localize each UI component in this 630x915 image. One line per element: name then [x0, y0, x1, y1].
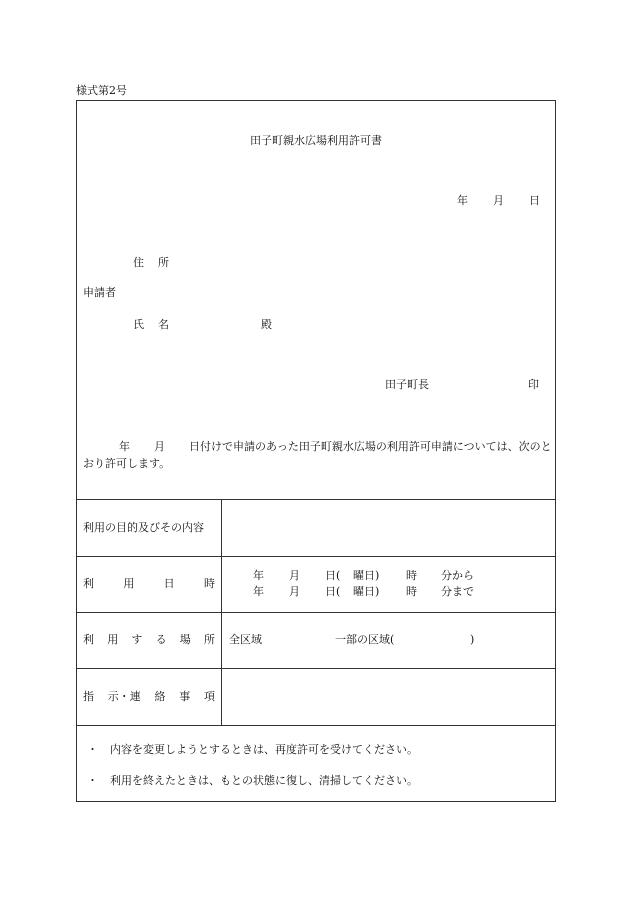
permit-form: 田子町親水広場利用許可書 年 月 日 住 所 申請者 氏 名 殿 田子町長 印 年 月 日付けで申請のあった田子町親水広場の利用許可申請については、次のとおり許可します。 利用の目的及びその内容 利 用 日 時 年 月 日( 曜日) 時 分から 年 月 日( 曜日) 時 分まで 利 用 す る 場 所 全区域 一部の区域( ) 指 示・連 絡 事 項 ・ 内容を変更しようとするときは、再度許可を受けてください。 ・ 利用を終えたときは、もとの状態に復し、清掃してください。 [76, 100, 556, 802]
issue-date-day: 日 [529, 194, 540, 207]
instructions-label: 指 示・連 絡 事 項 [83, 690, 215, 703]
address-label: 住 所 [133, 256, 169, 269]
note-item: ・ 利用を終えたときは、もとの状態に復し、清掃してください。 [87, 774, 418, 787]
note-item: ・ 内容を変更しようとするときは、再度許可を受けてください。 [87, 743, 418, 756]
place-partial-close: ) [470, 633, 475, 646]
place-all-area: 全区域 [229, 633, 262, 646]
applicant-label: 申請者 [83, 286, 116, 299]
form-number: 様式第2号 [76, 84, 127, 97]
place-partial-area: 一部の区域( [335, 633, 395, 646]
place-label: 利 用 す る 場 所 [83, 633, 215, 646]
issuer-title: 田子町長 [385, 378, 429, 391]
issue-date-year: 年 [457, 194, 468, 207]
honorific: 殿 [261, 318, 272, 331]
permit-statement: 年 月 日付けで申請のあった田子町親水広場の利用許可申請については、次のとおり許可します。 [83, 440, 552, 470]
purpose-label: 利用の目的及びその内容 [83, 521, 204, 534]
seal-mark: 印 [528, 378, 539, 391]
form-title: 田子町親水広場利用許可書 [250, 134, 382, 147]
datetime-label: 利 用 日 時 [83, 577, 215, 590]
issue-date-month: 月 [493, 194, 504, 207]
name-label: 氏 名 [133, 318, 169, 331]
